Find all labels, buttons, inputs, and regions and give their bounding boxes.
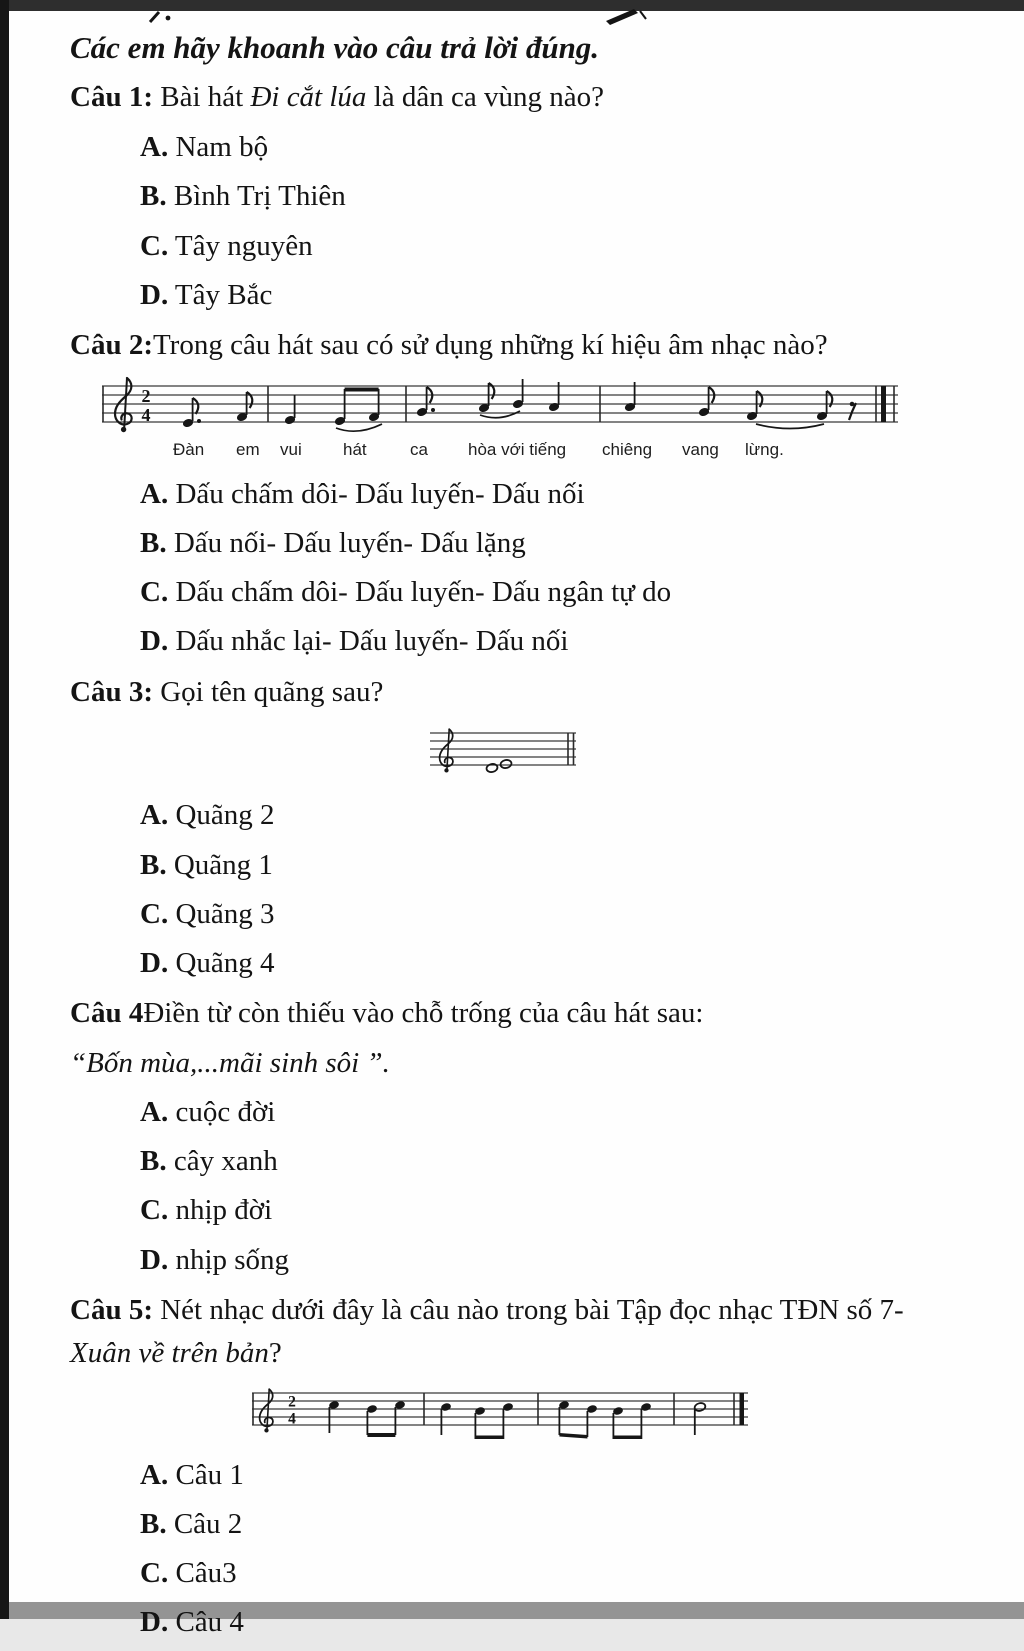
lyric-syllable: ca <box>410 439 428 459</box>
notes <box>182 379 856 431</box>
option-a: A. cuộc đời <box>140 1096 276 1129</box>
cropped-notation-fragment <box>604 7 648 25</box>
lyric-syllable: em <box>236 439 260 459</box>
option-c: C. Câu3 <box>140 1556 237 1589</box>
lyric-syllable: hát <box>343 439 367 459</box>
treble-clef-icon <box>440 730 453 773</box>
song-title: Xuân về trên bản <box>70 1336 269 1369</box>
music-notation-q3 <box>428 723 578 787</box>
option-c: C. Tây nguyên <box>140 229 313 262</box>
music-staff-q5 <box>250 1383 750 1447</box>
option-a: A. Câu 1 <box>140 1458 244 1491</box>
question-3: Câu 3: Gọi tên quãng sau? <box>70 675 384 708</box>
lyric-syllable: Đàn <box>173 439 205 459</box>
music-staff-q3 <box>428 723 578 787</box>
question-2-options <box>140 474 970 663</box>
music-staff-q2 <box>100 374 900 440</box>
option-d: D. Câu 4 <box>140 1606 244 1639</box>
option-d: D. nhịp sống <box>140 1243 290 1276</box>
question-4: Câu 4Điền từ còn thiếu vào chỗ trống của câu hát sau: <box>70 997 704 1030</box>
question-5: Câu 5: Nét nhạc dưới đây là câu nào trong bài Tập đọc nhạc TĐN số 7- Xuân về trên bản? <box>70 1293 904 1369</box>
lyric-syllable: hòa với tiếng <box>468 439 567 459</box>
question-1-options <box>140 127 970 316</box>
option-d: D. Quãng 4 <box>140 947 275 979</box>
notes <box>328 1393 706 1439</box>
option-c: C. Quãng 3 <box>140 897 275 930</box>
question-1: Câu 1: Bài hát Đi cắt lúa là dân ca vùng nào? <box>70 81 604 114</box>
interval-notes <box>486 759 512 773</box>
svg-text:4: 4 <box>141 404 151 425</box>
lyric-syllable: vui <box>280 439 302 459</box>
option-b: B. cây xanh <box>140 1145 278 1178</box>
lyric-syllable: vang <box>682 439 719 459</box>
option-b: B. Bình Trị Thiên <box>140 180 346 213</box>
cropped-notation-fragment <box>146 9 186 25</box>
song-title: Đi cắt lúa <box>250 81 367 114</box>
scan-left-edge <box>0 0 9 1619</box>
music-notation-q2 <box>100 374 900 466</box>
option-a: A. Dấu chấm dôi- Dấu luyến- Dấu nối <box>140 477 585 510</box>
quiz-content <box>70 18 970 1651</box>
option-b: B. Dấu nối- Dấu luyến- Dấu lặng <box>140 527 526 560</box>
staff-lines <box>102 386 898 422</box>
treble-clef-icon <box>260 1389 273 1432</box>
option-d: D. Dấu nhắc lại- Dấu luyến- Dấu nối <box>140 625 569 658</box>
question-1-label: Câu 1: <box>70 81 153 114</box>
question-2: Câu 2:Trong câu hát sau có sử dụng những kí hiệu âm nhạc nào? <box>70 328 828 361</box>
option-d: D. Tây Bắc <box>140 278 273 311</box>
option-a: A. Quãng 2 <box>140 799 275 832</box>
question-3-options <box>140 795 970 984</box>
question-4-options <box>140 1092 970 1281</box>
question-2-label: Câu 2: <box>70 328 153 361</box>
question-5-options <box>140 1455 970 1644</box>
option-c: C. nhịp đời <box>140 1194 273 1227</box>
option-c: C. Dấu chấm dôi- Dấu luyến- Dấu ngân tự do <box>140 576 672 609</box>
quiz-instruction: Các em hãy khoanh vào câu trả lời đúng. <box>70 30 600 65</box>
time-signature <box>288 1393 296 1427</box>
question-5-label: Câu 5: <box>70 1293 153 1326</box>
music-notation-q5 <box>250 1383 750 1447</box>
option-b: B. Quãng 1 <box>140 848 273 881</box>
svg-text:2: 2 <box>141 385 151 406</box>
option-a: A. Nam bộ <box>140 131 269 164</box>
time-signature <box>142 386 151 425</box>
lyric-syllable: chiêng <box>602 439 653 459</box>
lyric-syllable: lừng. <box>745 439 784 459</box>
question-3-label: Câu 3: <box>70 675 153 708</box>
svg-text:2: 2 <box>288 1393 296 1411</box>
question-4-quote: “Bốn mùa,...mãi sinh sôi ”. <box>70 1047 390 1080</box>
option-b: B. Câu 2 <box>140 1507 243 1540</box>
lyrics-line <box>100 440 900 466</box>
svg-text:4: 4 <box>288 1410 296 1428</box>
question-4-label: Câu 4 <box>70 997 144 1030</box>
